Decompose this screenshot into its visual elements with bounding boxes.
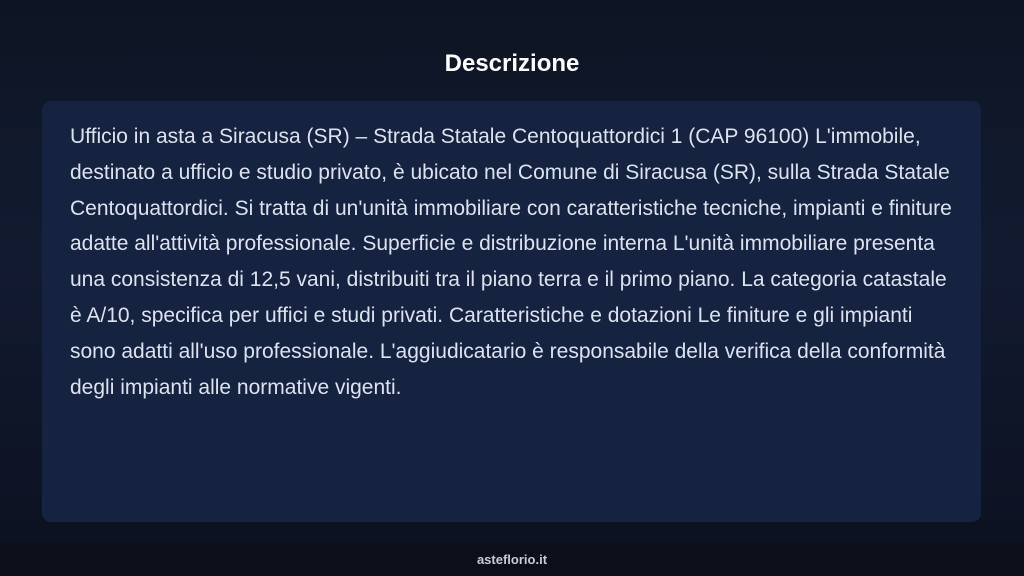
footer-bar — [0, 543, 1024, 576]
description-text: Ufficio in asta a Siracusa (SR) – Strada Statale Centoquattordici 1 (CAP 96100) L'immobile, destinato a ufficio e studio privato, è ubicato nel Comune di Siracusa (SR), sulla Strada Statale Centoquattordici. Si tratta di un'unità immobiliare con caratteristiche tecniche, impianti e finiture adatte all'attività professionale. Superficie e distribuzione interna L'unità immobiliare presenta una consistenza di 12,5 vani, distribuiti tra il piano terra e il primo piano. La categoria catastale è A/10, specifica per uffici e studi privati. Caratteristiche e dotazioni Le finiture e gli impianti sono adatti all'uso professionale. L'aggiudicatario è responsabile della verifica della conformità degli impianti alle normative vigenti. — [70, 125, 952, 399]
description-card — [42, 101, 981, 522]
page-title: Descrizione — [444, 50, 580, 77]
footer-site-name: asteflorio.it — [476, 552, 548, 567]
